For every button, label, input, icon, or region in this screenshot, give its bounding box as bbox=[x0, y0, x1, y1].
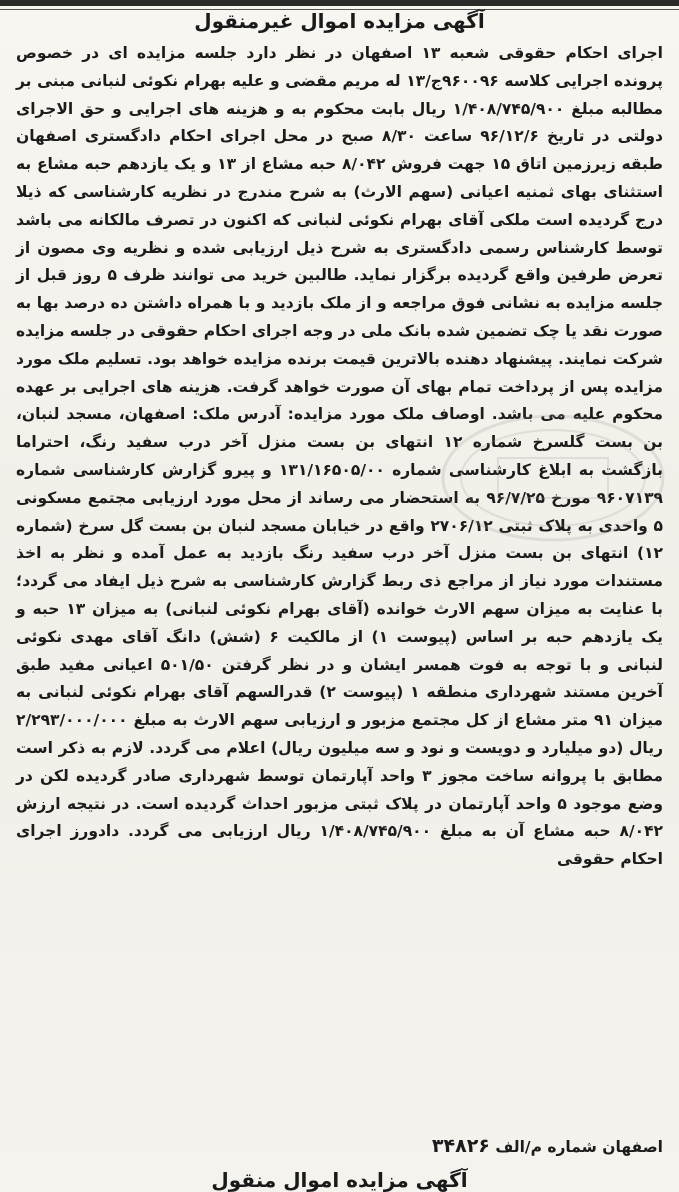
watermark-stamp-icon bbox=[438, 408, 668, 548]
signature-prefix: اصفهان bbox=[602, 1138, 663, 1156]
signature-number-label: شماره م/الف bbox=[495, 1138, 597, 1156]
top-rule bbox=[0, 0, 679, 6]
notice-title: آگهی مزایده اموال غیرمنقول bbox=[194, 9, 485, 33]
notice-signature bbox=[16, 1133, 663, 1160]
signature-number: ۳۴۸۲۶ bbox=[431, 1135, 490, 1157]
next-notice-title: آگهی مزایده اموال منقول bbox=[211, 1168, 468, 1192]
notice-body: اجرای احکام حقوقی شعبه ۱۳ اصفهان در نظر دارد جلسه مزایده ای در خصوص پرونده اجرایی کلاسه ۹۶۰۰۹۶ج/۱۳ له مریم مقضی و علیه بهرام نکوئی لنبانی مبنی بر مطالبه مبلغ ۱/۴۰۸/۷۴۵/۹۰۰ ریال بابت محکوم به و هزینه های اجرایی و حق الاجرای دولتی در تاریخ ۹۶/۱۲/۶ ساعت ۸/۳۰ صبح در محل اجرای احکام دادگستری اصفهان طبقه زیرزمین اتاق ۱۵ جهت فروش ۸/۰۴۲ حبه مشاع از ۱۳ و یک یازدهم حبه مشاع به استثنای بهای ثمنیه اعیانی (سهم الارث) به شرح مندرج در نظریه کارشناسی که ذیلا درج گردیده است ملکی آقای بهرام نکوئی لنبانی که اکنون در تصرف مالکانه می باشد توسط کارشناس رسمی دادگستری به شرح ذیل ارزیابی شده و نظریه وی مصون از تعرض طرفین واقع گردیده برگزار نماید. طالبین خرید می توانند ظرف ۵ روز قبل از جلسه مزایده به نشانی فوق مراجعه و از ملک بازدید و با همراه داشتن ده درصد بها به صورت نقد یا چک تضمین شده بانک ملی در وجه اجرای احکام حقوقی در جلسه مزایده شرکت نمایند. پیشنهاد دهنده بالاترین قیمت برنده مزایده خواهد بود. تسلیم ملک مورد مزایده پس از پرداخت تمام بهای آن صورت خواهد گرفت. هزینه های اجرایی بر عهده محکوم علیه می باشد. اوصاف ملک مورد مزایده: آدرس ملک: اصفهان، مسجد لنبان، بن بست گلسرخ شماره ۱۲ انتهای بن بست منزل آخر درب سفید رنگ، احتراما بازگشت به ابلاغ کارشناسی شماره ۱۳۱/۱۶۵۰۵/۰۰ و پیرو گزارش کارشناسی شماره ۹۶۰۷۱۳۹ مورخ ۹۶/۷/۲۵ به استحضار می رساند از محل مورد ارزیابی مجتمع مسکونی ۵ واحدی به پلاک ثبتی ۲۷۰۶/۱۲ واقع در خیابان مسجد لنبان بن بست گل سرخ (شماره ۱۲) انتهای بن بست منزل آخر درب سفید رنگ بازدید به عمل آمده و نظر به اخذ مستندات مورد نیاز از مراجع ذی ربط گزارش کارشناسی به شرح ذیل ایفاد می گردد؛ با عنایت به میزان سهم الارث خوانده (آقای بهرام نکوئی لنبانی) به میزان ۱۳ حبه و یک یازدهم حبه بر اساس (پیوست ۱) از مالکیت ۶ (شش) دانگ آقای مهدی نکوئی لنبانی و با توجه به فوت همسر ایشان و در نظر گرفتن ۵۰۱/۵۰ اعیانی مفید طبق آخرین مستند شهرداری منطقه ۱ (پیوست ۲) قدرالسهم آقای بهرام نکوئی لنبانی به میزان ۹۱ متر مشاع از کل مجتمع مزبور و ارزیابی سهم الارث به مبلغ ۲/۲۹۳/۰۰۰/۰۰۰ ریال (دو میلیارد و دویست و نود و سه میلیون ریال) اعلام می گردد. لازم به ذکر است مطابق با پروانه ساخت مجوز ۳ واحد آپارتمان توسط شهرداری صادر گردیده لکن در وضع موجود ۵ واحد آپارتمان در پلاک ثبتی مزبور احداث گردیده است. در نتیجه ارزش ۸/۰۴۲ حبه مشاع آن به مبلغ ۱/۴۰۸/۷۴۵/۹۰۰ ریال ارزیابی می گردد. دادورز اجرای احکام حقوقی bbox=[16, 44, 664, 869]
